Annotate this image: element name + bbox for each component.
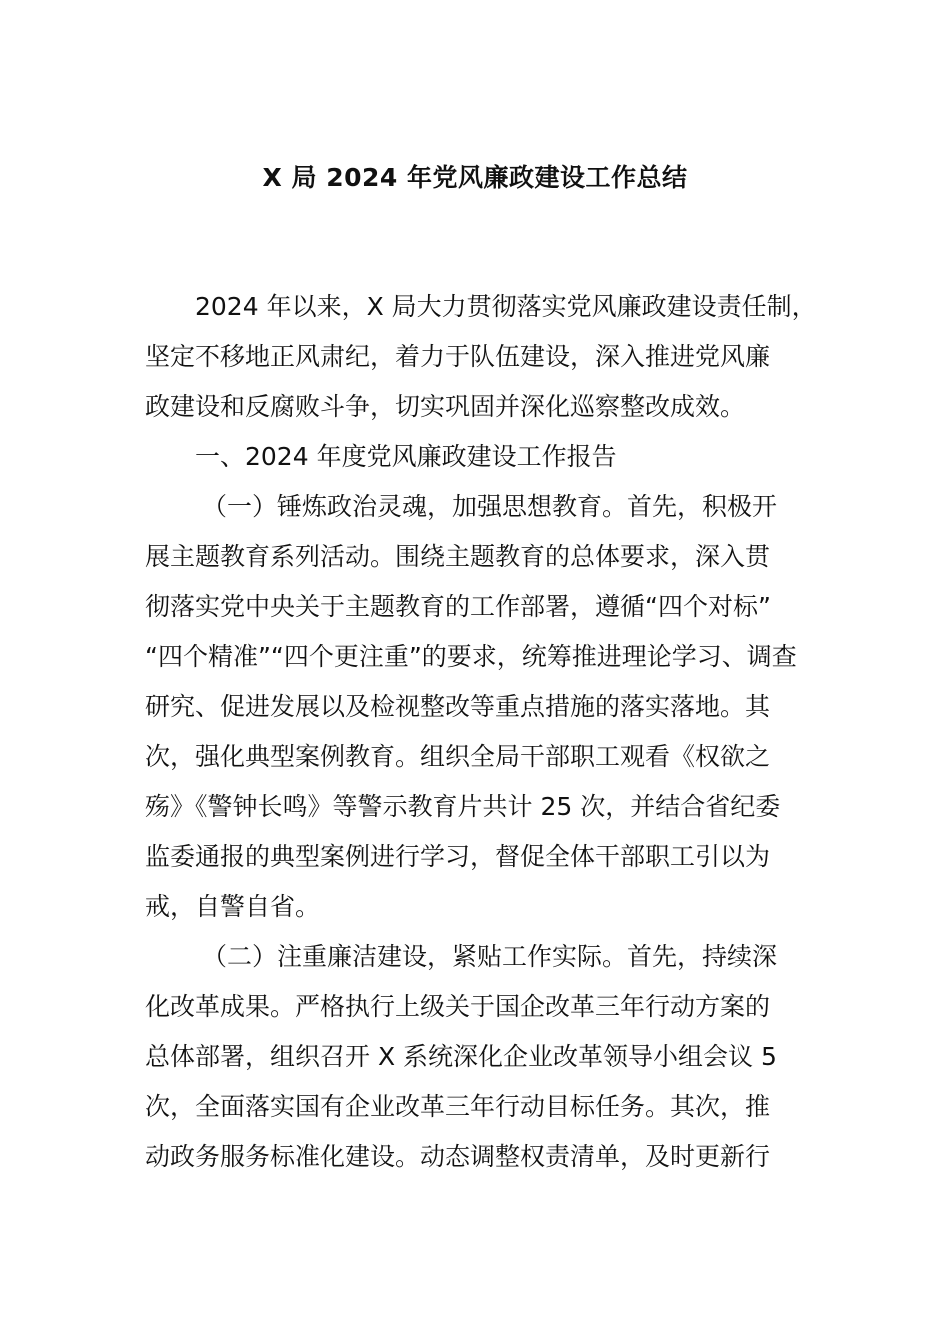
paragraph-line: 次，全面落实国有企业改革三年行动目标任务。其次，推 <box>145 1092 771 1121</box>
paragraph-line: 坚定不移地正风肃纪，着力于队伍建设，深入推进党风廉 <box>145 342 771 371</box>
paragraph-line: 彻落实党中央关于主题教育的工作部署，遵循“四个对标” <box>145 592 771 621</box>
paragraph-line: 监委通报的典型案例进行学习，督促全体干部职工引以为 <box>145 842 771 871</box>
paragraph-line: 动政务服务标准化建设。动态调整权责清单，及时更新行 <box>145 1142 771 1171</box>
paragraph-line: （二）注重廉洁建设，紧贴工作实际。首先，持续深 <box>202 942 778 971</box>
paragraph-line: 展主题教育系列活动。围绕主题教育的总体要求，深入贯 <box>145 542 771 571</box>
document-body <box>145 282 825 1182</box>
document-title: X 局 2024 年党风廉政建设工作总结 <box>262 163 688 192</box>
paragraph-line: 戒，自警自省。 <box>145 892 321 921</box>
paragraph-line: 殇》《警钟长鸣》等警示教育片共计 25 次，并结合省纪委 <box>145 792 781 821</box>
paragraph-line: （一）锤炼政治灵魂，加强思想教育。首先，积极开 <box>202 492 778 521</box>
paragraph-line: “四个精准”“四个更注重”的要求，统筹推进理论学习、调查 <box>145 642 797 671</box>
paragraph-line: 化改革成果。严格执行上级关于国企改革三年行动方案的 <box>145 992 771 1021</box>
paragraph-line: 次，强化典型案例教育。组织全局干部职工观看《权欲之 <box>145 742 771 771</box>
paragraph-line: 研究、促进发展以及检视整改等重点措施的落实落地。其 <box>145 692 771 721</box>
paragraph-line: 政建设和反腐败斗争，切实巩固并深化巡察整改成效。 <box>145 392 746 421</box>
paragraph-line: 总体部署，组织召开 X 系统深化企业改革领导小组会议 5 <box>145 1042 777 1071</box>
paragraph-line: 2024 年以来，X 局大力贯彻落实党风廉政建设责任制， <box>195 292 817 321</box>
section-heading: 一、2024 年度党风廉政建设工作报告 <box>195 442 617 471</box>
